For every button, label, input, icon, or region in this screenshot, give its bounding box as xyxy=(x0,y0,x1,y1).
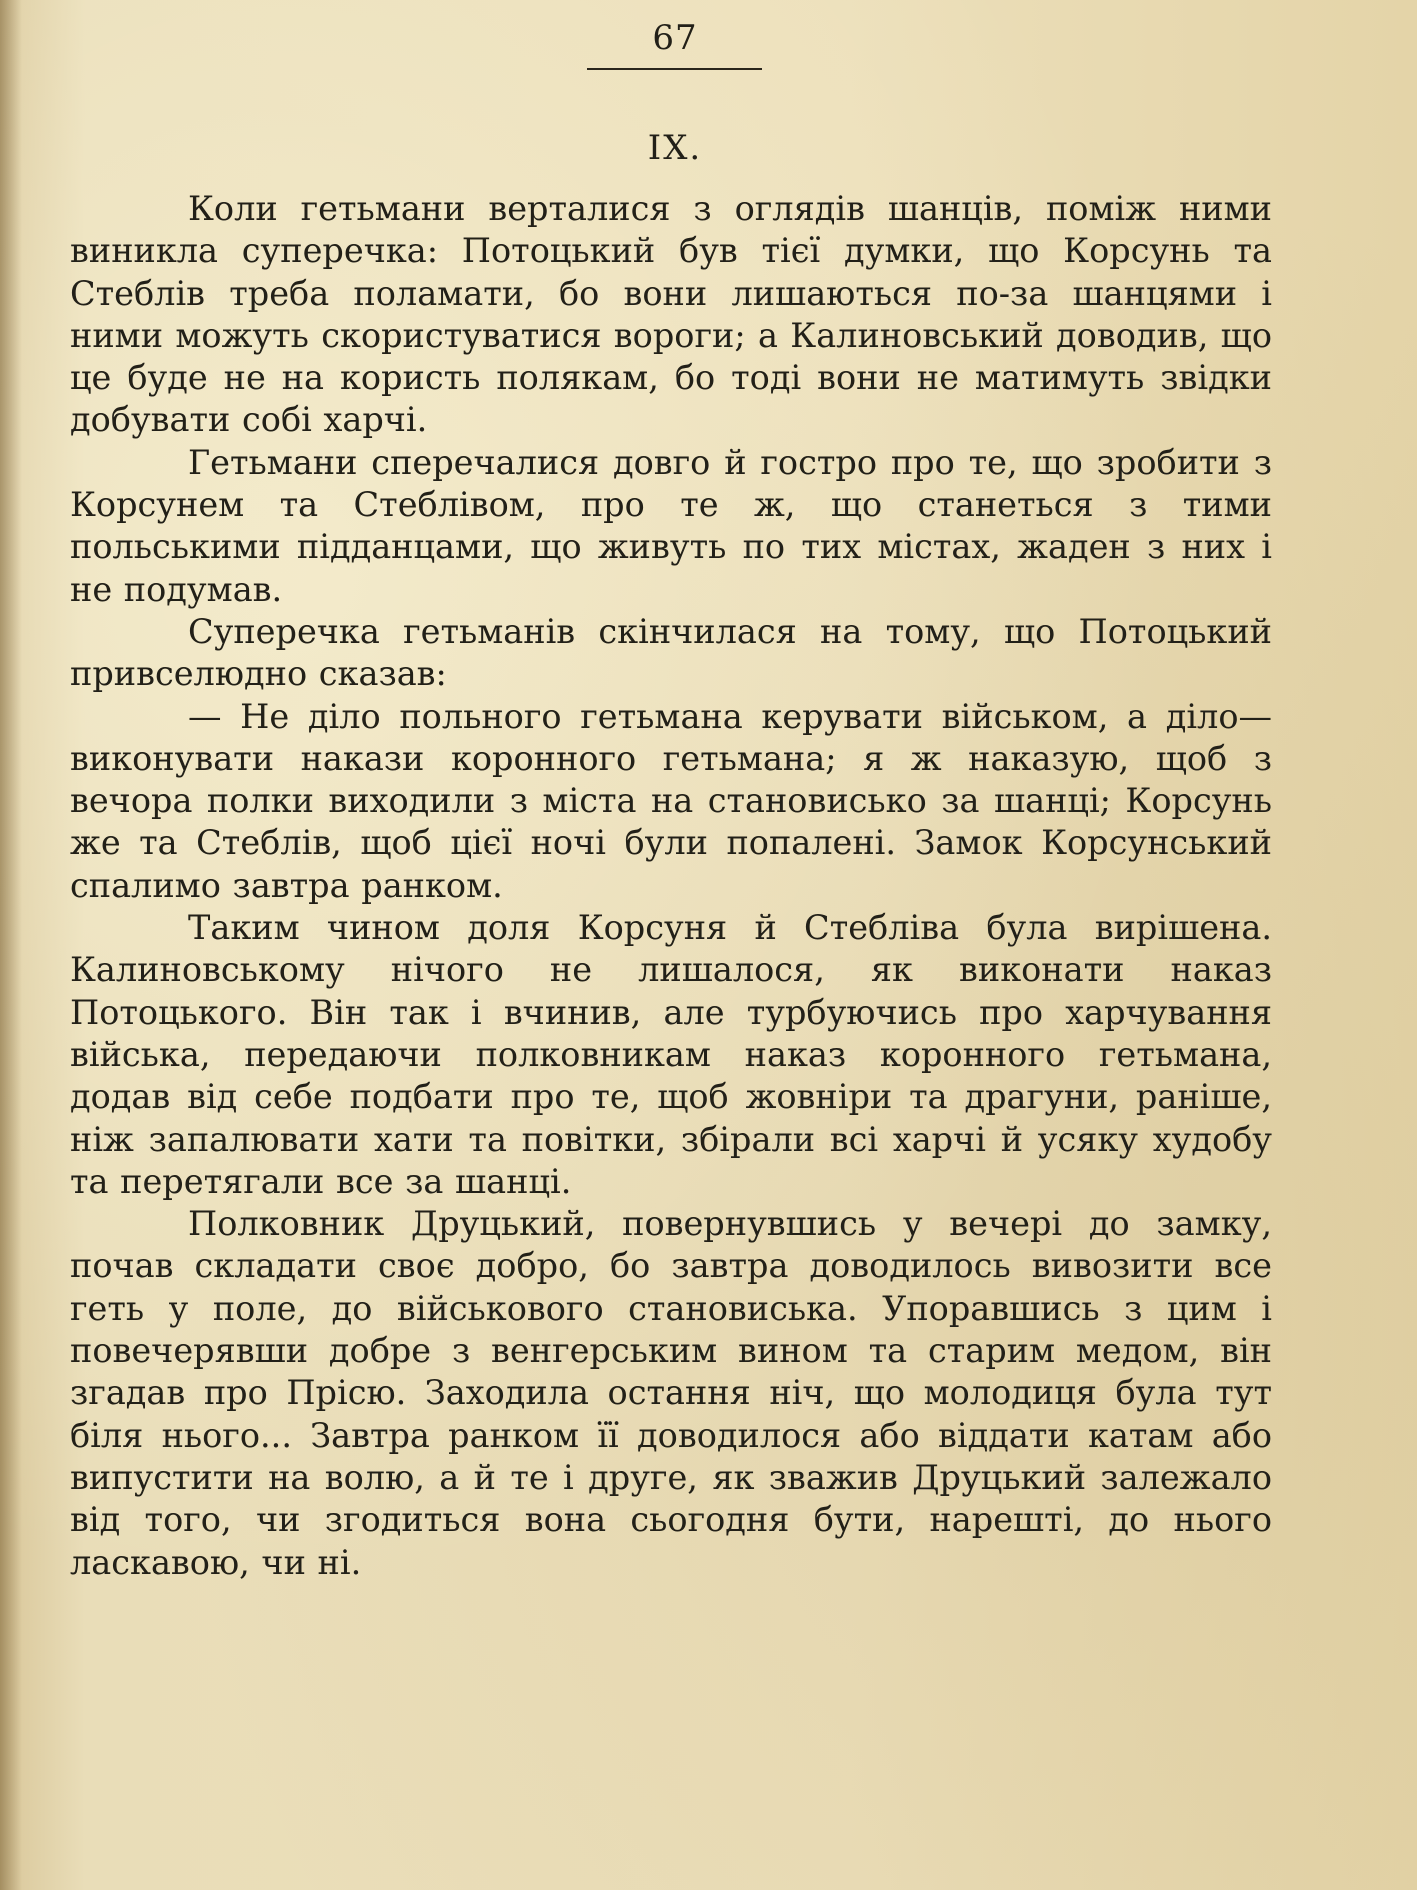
page-number: 67 xyxy=(652,18,698,58)
header-rule xyxy=(587,68,762,70)
paragraph: — Не діло польного гетьмана керувати військом, а діло—виконувати накази коронного гетьмана; я ж наказую, щоб з вечора полки виходили з міста на становисько за шанці; Корсунь же та Стеблів, щоб цієї ночі були попалені. Замок Корсунський спалимо завтра ранком. xyxy=(70,696,1272,905)
page-binding-edge xyxy=(0,0,22,1890)
paragraph: Суперечка гетьманів скінчилася на тому, що Потоцький привселюдно сказав: xyxy=(70,611,1272,694)
paragraph: Коли гетьмани верталися з оглядів шанців, поміж ними виникла суперечка: Потоцький був тієї думки, що Корсунь та Стеблів треба поламати, бо вони лишаються по-за шанцями і ними можуть скористуватися вороги; а Калиновський доводив, що це буде не на користь полякам, бо тоді вони не матимуть звідки добувати собі харчі. xyxy=(70,189,1272,440)
paragraph: Полковник Друцький, повернувшись у вечері до замку, почав складати своє добро, бо завтра доводилось вивозити все геть у поле, до військового становиська. Упоравшись з цим і повечерявши добре з венгерським вином та старим медом, він згадав про Прісю. Заходила остання ніч, що молодиця була тут біля нього... Завтра ранком її доводилося або віддати катам або випустити на волю, а й те і друге, як зважив Друцький залежало від того, чи згодиться вона сьогодня бути, нарешті, до нього ласкавою, чи ні. xyxy=(70,1204,1272,1582)
body-text xyxy=(70,188,1272,1584)
chapter-title: IX. xyxy=(647,128,703,168)
paragraph: Гетьмани сперечалися довго й гостро про те, що зробити з Корсунем та Стеблівом, про те ж, що станеться з тими польськими підданцами, що живуть по тих містах, жаден з них і не подумав. xyxy=(70,442,1272,609)
paragraph: Таким чином доля Корсуня й Стебліва була вирішена. Калиновському нічого не лишалося, як виконати наказ Потоцького. Він так і вчинив, але турбуючись про харчування війська, передаючи полковникам наказ коронного гетьмана, додав від себе подбати про те, щоб жовніри та драгуни, раніше, ніж запалювати хати та повітки, збірали всі харчі й усяку худобу та перетягали все за шанці. xyxy=(70,908,1272,1201)
